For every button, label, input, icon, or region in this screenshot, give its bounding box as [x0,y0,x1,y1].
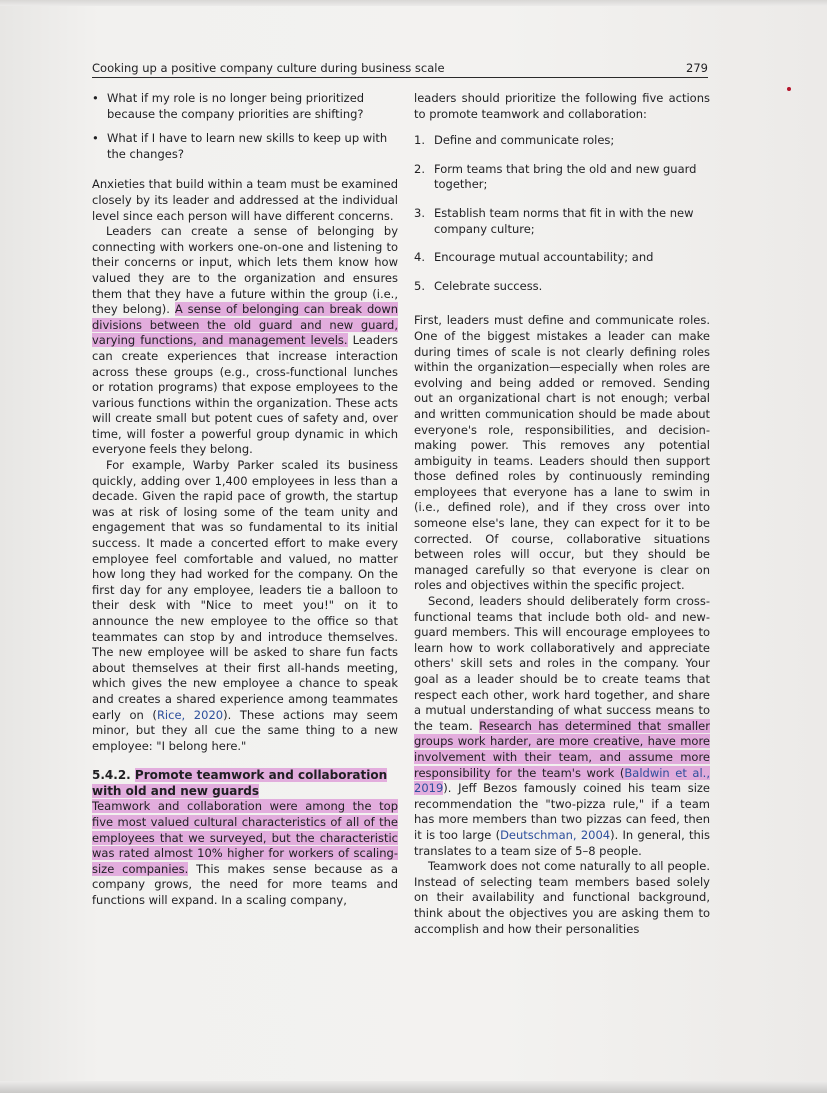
highlight: A sense of belonging can break down divisions between the old guard and new guard, varying functions, and management levels. [92,302,399,348]
scan-edge-bottom [0,1081,827,1093]
citation-link[interactable]: Deutschman, 2004 [500,827,611,842]
ink-speck [787,87,791,91]
list-item: 4. Encourage mutual accountability; and [414,250,654,265]
list-item: 3. Establish team norms that fit in with the new company culture; [414,205,694,236]
paragraph: For example, Warby Parker scaled its business quickly, adding over 1,400 employees in less than a decade. Given the rapid pace of growth, the startup was at risk of losing some of the team unity and engagement that was so fundamental to its initial success. It made a concerted effort to make every employee feel comfortable and valued, no matter how long they had worked for the company. On the first day for any employee, leaders tie a balloon to their desk with "Nice to meet you!" on it to announce the new employee to the office so that teammates can stop by and introduce themselves. The new employee will be asked to share fun facts about themselves at their first all-hands meeting, which gives the new employee a chance to speak and creates a shared experience among teammates early on (Rice, 2020). These actions may seem minor, but they all cue the same thing to a new employee: "I belong here." [92,458,398,753]
scan-edge-top [0,0,827,6]
citation-link[interactable]: Rice, 2020 [156,707,224,722]
list-item: 5. Celebrate success. [414,278,543,293]
paragraph: First, leaders must define and communicate roles. One of the biggest mistakes a leader can make during times of scale is not clearly defining roles within the organization—especially when roles are evolving and being added or removed. Sending out an organizational chart is not enough; verbal and written communication should be made about everyone's role, responsibilities, and decision-making power. This removes any potential ambiguity in teams. Leaders should then support those defined roles by continuously reminding employees that everyone has a lane to swim in (i.e., defined role), and if they cross over into someone else's lane, they can expect for it to be corrected. Of course, collaborative situations between roles will occur, but they should be managed carefully so that everyone is clear on roles and objectives within the specific project. [414,313,710,593]
section-heading [92,768,398,799]
list-item: 2. Form teams that bring the old and new guard together; [414,161,697,192]
header-title: Cooking up a positive company culture during business scale [92,61,445,75]
bullet-item: • What if my role is no longer being prioritized because the company priorities are shifting? [92,91,398,122]
highlight: Teamwork and collaboration were among the top five most valued cultural characteristics of all of the employees that we surveyed, but the characteristic was rated almost 10% higher for workers of scaling-size companies. [92,799,398,876]
left-column [92,91,398,909]
paragraph: Leaders can create a sense of belonging by connecting with workers one-on-one and listening to their concerns or input, which lets them know how valued they are to the organization and ensures them that they have a future within the group (i.e., they belong). A sense of belonging can break down divisions between the old guard and new guard, varying functions, and management levels. Leaders can create experiences that increase interaction across these groups (e.g., cross-functional lunches or rotation programs) that expose employees to the various functions within the organization. These acts will create small but potent cues of safety and, over time, will foster a powerful group dynamic in which everyone feels they belong. [92,224,399,457]
section-title: Promote teamwork and collaboration with old and new guards [92,768,388,798]
running-header [92,61,708,78]
bullet-item: • What if I have to learn new skills to keep up with the changes? [92,131,398,162]
page-number: 279 [686,61,708,75]
highlight: Research has determined that smaller groups work harder, are more creative, have more involvement with their team, and assume more responsibility for the team's work (Baldwin et al., 2019 [414,718,710,796]
paragraph: Second, leaders should deliberately form cross-functional teams that include both old- and new-guard members. This will encourage employees to learn how to work collaboratively and appreciate others' skill sets and roles in the company. Your goal as a leader should be to create teams that respect each other, work hard together, and share a mutual understanding of what success means to the team. Research has determined that smaller groups work harder, are more creative, have more involvement with their team, and assume more responsibility for the team's work (Baldwin et al., 2019). Jeff Bezos famously coined his team size recommendation the "two-pizza rule," if a team has more members than two pizzas can feed, then it is too large (Deutschman, 2004). In general, this translates to a team size of 5–8 people. [414,594,710,858]
right-column [414,91,710,937]
paragraph: Teamwork does not come naturally to all people. Instead of selecting team members based solely on their availability and functional background, think about the objectives you are asking them to accomplish and how their personalities [414,859,710,936]
paragraph: Anxieties that build within a team must be examined closely by its leader and addressed at the individual level since each person will have different concerns. [92,177,398,223]
paragraph: Teamwork and collaboration were among the top five most valued cultural characteristics of all of the employees that we surveyed, but the characteristic was rated almost 10% higher for workers of scaling-size companies. This makes sense because as a company grows, the need for more teams and functions will expand. In a scaling company, [92,799,398,907]
paragraph: leaders should prioritize the following five actions to promote teamwork and collaboration: [414,91,710,121]
section-number: 5.4.2. [92,768,131,783]
list-item: 1. Define and communicate roles; [414,133,615,148]
citation-link[interactable]: Baldwin et al., 2019 [414,765,710,796]
